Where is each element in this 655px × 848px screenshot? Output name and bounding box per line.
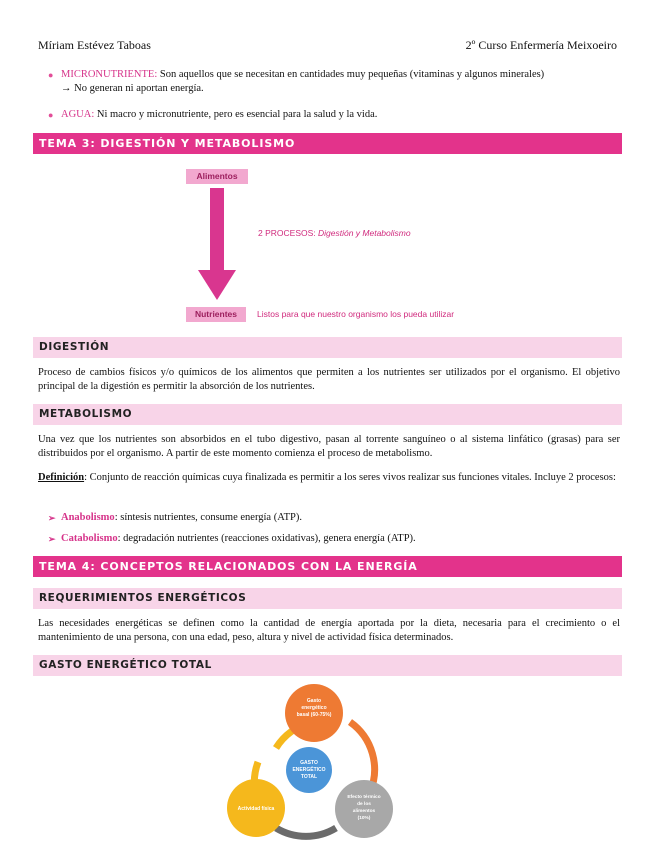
gasto-cycle-diagram	[218, 682, 414, 842]
bullet-text: Ni macro y micronutriente, pero es esencial para la salud y la vida.	[94, 109, 378, 120]
alimentos-box: Alimentos	[186, 169, 248, 184]
down-arrow-icon	[196, 188, 238, 302]
requerimientos-text: Las necesidades energéticas se definen como la cantidad de energía aportada por la dieta, necesaria para el crecimiento o el mantenimiento de una persona, con una edad, peso, altura y nivel de actividad física determinados.	[38, 618, 620, 643]
termico-line2: de los	[357, 802, 371, 807]
termico-line3: alimentos	[352, 809, 376, 814]
digestion-heading: DIGESTIÓN	[33, 337, 622, 358]
basal-line1: Gasto	[306, 698, 322, 704]
digestion-text: Proceso de cambios físicos y/o químicos de los alimentos que permiten a los nutrientes ser utilizados por el organismo. El objetivo principal de la digestión es permitir la absorción de los nutrientes.	[38, 367, 620, 392]
catabolismo-text: : degradación nutrientes (reacciones oxidativas), genera energía (ATP).	[117, 533, 416, 544]
bullet-micronutriente	[48, 68, 623, 96]
bullet-agua	[48, 108, 623, 122]
bullet-text: Son aquellos que se necesitan en cantidades muy pequeñas (vitaminas y algunos minerales)	[157, 69, 545, 80]
tema3-heading: TEMA 3: DIGESTIÓN Y METABOLISMO	[33, 133, 622, 154]
ring-arc-gray	[276, 828, 336, 836]
center-line1: GASTO	[300, 760, 318, 766]
course-name: 2º Curso Enfermería Meixoeiro	[465, 38, 617, 52]
center-line3: TOTAL	[300, 774, 318, 780]
nutrientes-note: Listos para que nuestro organismo los pueda utilizar	[257, 309, 455, 319]
nutrientes-box: Nutrientes	[186, 307, 246, 322]
basal-line2: energético	[301, 705, 327, 711]
actividad-label: Actividad física	[237, 806, 275, 812]
gasto-heading: GASTO ENERGÉTICO TOTAL	[33, 655, 622, 676]
tema4-heading: TEMA 4: CONCEPTOS RELACIONADOS CON LA ENERGÍA	[33, 556, 622, 577]
center-line2: ENERGÉTICO	[292, 767, 326, 773]
bullet-text-line2: → No generan ni aportan energía.	[61, 83, 204, 94]
termico-line1: Efecto térmico	[347, 795, 381, 800]
bullet-dot-icon: ●	[48, 110, 54, 120]
bullet-term: MICRONUTRIENTE:	[61, 69, 158, 80]
process-label-italic: Digestión y Metabolismo	[318, 228, 411, 238]
author-name: Míriam Estévez Taboas	[38, 38, 151, 52]
arrow-bullet-icon: ➢	[48, 513, 56, 523]
process-label	[258, 228, 411, 238]
requerimientos-heading: REQUERIMIENTOS ENERGÉTICOS	[33, 588, 622, 609]
bullet-term: AGUA:	[61, 109, 95, 120]
basal-line3: basal (60-75%)	[296, 712, 332, 718]
metabolismo-heading: METABOLISMO	[33, 404, 622, 425]
arrow-bullet-icon: ➢	[48, 534, 56, 544]
definicion-paragraph	[38, 471, 620, 485]
bullet-dot-icon: ●	[48, 70, 54, 80]
definicion-label: Definición	[38, 472, 85, 483]
process-label-text: 2 PROCESOS:	[258, 228, 318, 238]
termico-line4: (10%)	[357, 816, 371, 821]
catabolismo-term: Catabolismo	[61, 533, 118, 544]
catabolismo-item	[48, 532, 618, 546]
anabolismo-text: : síntesis nutrientes, consume energía (ATP).	[114, 512, 303, 523]
anabolismo-term: Anabolismo	[61, 512, 115, 523]
metabolismo-text: Una vez que los nutrientes son absorbidos en el tubo digestivo, pasan al torrente sanguíneo o al sistema linfático (grasas) para ser distribuidos por el organismo. A partir de este momento comienza el proceso de metabolismo.	[38, 434, 620, 459]
anabolismo-item	[48, 511, 618, 525]
definicion-text: : Conjunto de reacción químicas cuya finalizada es permitir a los seres vivos realizar sus funciones vitales. Incluye 2 procesos:	[84, 472, 616, 483]
